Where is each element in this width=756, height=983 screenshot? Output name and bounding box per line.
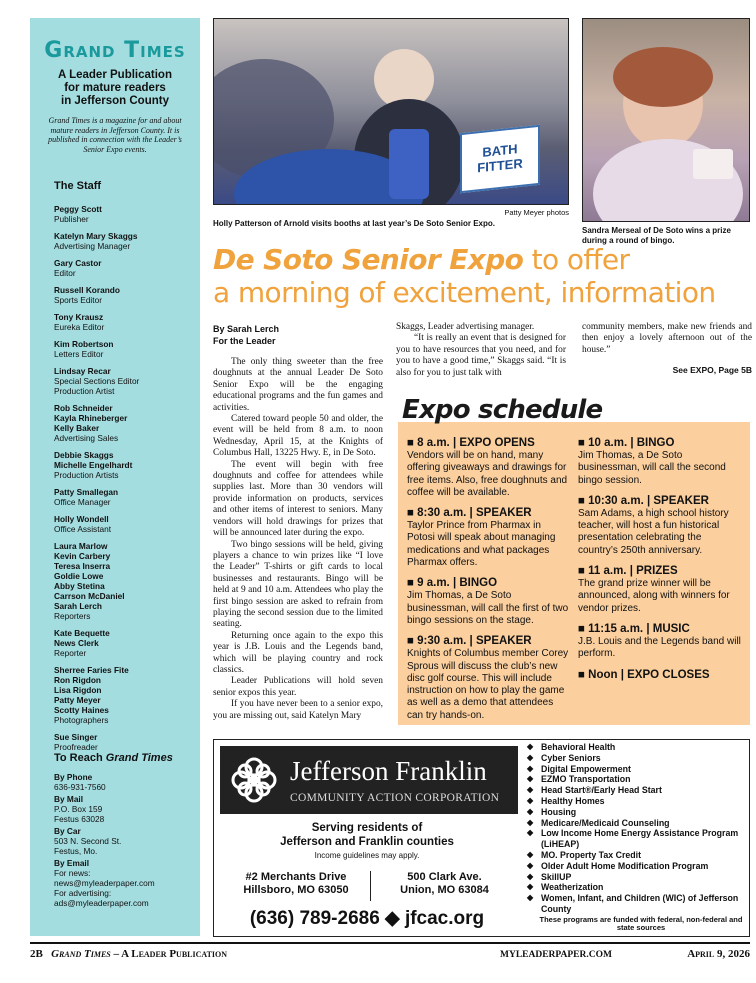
staff-name: Katelyn Mary Skaggs xyxy=(54,231,138,241)
staff-entry xyxy=(54,285,192,305)
schedule-item xyxy=(578,564,742,615)
schedule-time: ■ 8:30 a.m. | SPEAKER xyxy=(407,507,532,520)
schedule-time: ■ 9 a.m. | BINGO xyxy=(407,577,498,590)
service-item: ◆ Healthy Homes xyxy=(525,796,747,807)
schedule-time: ■ Noon | EXPO CLOSES xyxy=(578,668,710,681)
staff-entry xyxy=(54,541,192,621)
jfcac-advertisement xyxy=(213,739,750,937)
bingo-winner-photo xyxy=(582,18,750,222)
staff-entry xyxy=(54,231,192,251)
jump-line: See EXPO, Page 5B xyxy=(672,365,752,376)
staff-role: Publisher xyxy=(54,214,89,224)
staff-role: Reporter xyxy=(54,648,87,658)
staff-role: Letters Editor xyxy=(54,349,104,359)
schedule-item xyxy=(578,494,742,557)
staff-name: Patty Smallegan xyxy=(54,487,119,497)
reach-heading: To Reach Grand Times xyxy=(54,752,173,764)
footer-date: April 9, 2026 xyxy=(687,948,750,960)
staff-role: Editor xyxy=(54,268,76,278)
contact-value: news@myleaderpaper.com xyxy=(54,878,155,888)
staff-name: Debbie Skaggs xyxy=(54,450,114,460)
schedule-description: Jim Thomas, a De Soto businessman, will call the second bingo session. xyxy=(578,450,726,486)
funding-note: These programs are funded with federal, non-federal and state sources xyxy=(539,914,743,933)
jfcac-logo xyxy=(220,746,518,814)
photo-caption-left: Holly Patterson of Arnold visits booths at last year’s De Soto Senior Expo. xyxy=(213,219,495,228)
flower-logo-icon xyxy=(228,754,280,806)
article-paragraph: If you have never been to a senior expo, you are missing out, said Katelyn Mary xyxy=(213,699,383,721)
contact-value: Festus, Mo. xyxy=(54,846,98,856)
service-item: ◆ Women, Infant, and Children (WIC) of Jefferson County xyxy=(525,893,747,915)
staff-entry xyxy=(54,514,192,534)
staff-name: Peggy Scott xyxy=(54,204,102,214)
article-paragraph: Returning once again to the expo this year is J.B. Louis and the Legends band, which will be playing country and rock classics. xyxy=(213,630,383,675)
schedule-item xyxy=(407,506,571,569)
service-item: ◆ Housing xyxy=(525,807,747,818)
contact-value: P.O. Box 159 xyxy=(54,804,103,814)
schedule-time: ■ 10:30 a.m. | SPEAKER xyxy=(578,494,709,507)
staff-name: Abby Stetina xyxy=(54,581,105,591)
service-item: ◆ Head Start®/Early Head Start xyxy=(525,785,747,796)
staff-name: Goldie Lowe xyxy=(54,571,104,581)
staff-name: Sue Singer xyxy=(54,732,98,742)
staff-entry xyxy=(54,258,192,278)
schedule-description: Jim Thomas, a De Soto businessman, will call the first of two bingo sessions on the stage. xyxy=(407,590,569,626)
staff-role: Special Sections Editor Production Artist xyxy=(54,376,140,396)
service-item: ◆ Medicare/Medicaid Counseling xyxy=(525,818,747,829)
schedule-time: ■ 10 a.m. | BINGO xyxy=(578,437,675,449)
article-paragraph: Two bingo sessions will be held, giving players a chance to win prizes like “I love the Leader” T-shirts or gift cards to local businesses and restaurants. Bingo will be held at 9 and 10 a.m. Attendees who play the first bingo session are asked to refrain from playing the second session due to the limited seating. xyxy=(213,539,383,630)
article-column-2 xyxy=(396,322,566,379)
schedule-column-right xyxy=(578,436,742,689)
contact-value: Festus 63028 xyxy=(54,814,105,824)
footer-website: MYLEADERPAPER.COM xyxy=(500,950,612,960)
staff-entry xyxy=(54,204,192,224)
schedule-item xyxy=(407,634,571,722)
staff-name: Sherree Faries Fite xyxy=(54,665,129,675)
contact-line: (636) 789-2686 ◆ jfcac.org xyxy=(249,908,485,929)
schedule-time: ■ 11:15 a.m. | MUSIC xyxy=(578,622,690,635)
contact-label: By Email xyxy=(54,858,90,868)
article-column-3 xyxy=(582,322,752,377)
staff-name: Laura Marlow xyxy=(54,541,108,551)
staff-name: Gary Castor xyxy=(54,258,102,268)
staff-role: Production Artists xyxy=(54,470,119,480)
staff-entry xyxy=(54,450,192,480)
schedule-item xyxy=(578,668,742,682)
staff-name: Carrson McDaniel xyxy=(54,591,125,601)
staff-name: Kate Bequette xyxy=(54,628,110,638)
staff-name: Ron Rigdon xyxy=(54,675,102,685)
staff-name: Michelle Engelhardt xyxy=(54,460,133,470)
article-paragraph: Skaggs, Leader advertising manager. xyxy=(396,322,535,332)
staff-role: Proofreader xyxy=(54,742,98,752)
staff-role: Reporters xyxy=(54,611,91,621)
photo-caption-right: Sandra Merseal of De Soto wins a prize during a round of bingo. xyxy=(582,226,731,245)
schedule-time: ■ 11 a.m. | PRIZES xyxy=(578,565,678,578)
staff-entry xyxy=(54,665,192,725)
service-item: ◆ Behavioral Health xyxy=(525,742,747,753)
sidebar xyxy=(30,18,200,936)
article-paragraph: The event will begin with free doughnuts and coffee for attendees while supplies last. More than 30 vendors will provide information on products, services and other items of interest to seniors. Many vendors will hold drawings for prizes that will be announced later during the expo. xyxy=(213,459,383,539)
staff-name: Kevin Carbery xyxy=(54,551,111,561)
staff-list xyxy=(38,180,192,752)
service-item: ◆ Weatherization xyxy=(525,882,747,893)
schedule-item xyxy=(578,436,742,487)
service-item: ◆ SkillUP xyxy=(525,872,747,883)
staff-name: Rob Schneider xyxy=(54,403,113,413)
staff-entry xyxy=(54,339,192,359)
schedule-item xyxy=(578,622,742,661)
staff-name: Scotty Haines xyxy=(54,705,109,715)
schedule-time: ■ 9:30 a.m. | SPEAKER xyxy=(407,635,532,648)
staff-name: Russell Korando xyxy=(54,285,120,295)
address-hillsboro: #2 Merchants Drive Hillsboro, MO 63050 xyxy=(243,871,349,896)
staff-entry xyxy=(54,732,192,752)
service-item: ◆ Cyber Seniors xyxy=(525,753,747,764)
service-item: ◆ Digital Empowerment xyxy=(525,764,747,775)
article-paragraph: Leader Publications will hold seven senior expos this year. xyxy=(213,676,383,698)
staff-entry xyxy=(54,366,192,396)
service-item: ◆ MO. Property Tax Credit xyxy=(525,850,747,861)
article-paragraph: The only thing sweeter than the free doughnuts at the annual Leader De Soto Senior Expo will be the engaging educational programs and the fun games and activities. xyxy=(213,357,383,413)
staff-name: Kelly Baker xyxy=(54,423,100,433)
contact-value: ads@myleaderpaper.com xyxy=(54,898,149,908)
schedule-item xyxy=(407,436,571,499)
service-item: ◆ EZMO Transportation xyxy=(525,774,747,785)
contact-label: By Phone xyxy=(54,772,93,782)
staff-role: Sports Editor xyxy=(54,295,102,305)
schedule-description: Knights of Columbus member Corey Sprous will discuss the club’s new disc golf course. This will include instruction on how to play the game as well as a demo that attendees can try hands-on. xyxy=(407,648,569,721)
services-list xyxy=(525,742,747,933)
schedule-description: The grand prize winner will be announced, along with winners for vendor prizes. xyxy=(578,578,730,614)
staff-name: Sarah Lerch xyxy=(54,601,102,611)
masthead-blurb: Grand Times is a magazine for and about mature readers in Jefferson County. It is published in connection with the Leader’s Senior Expo events. xyxy=(48,116,182,154)
contact-value: 503 N. Second St. xyxy=(54,836,122,846)
jfcac-name: Jefferson Franklin xyxy=(290,756,487,786)
staff-role: Photographers xyxy=(54,715,109,725)
photo-credit: Patty Meyer photos xyxy=(504,208,569,217)
staff-name: Kim Robertson xyxy=(54,339,114,349)
schedule-description: Taylor Prince from Pharmax in Potosi will speak about managing medications and what packages Pharmax offers. xyxy=(407,520,556,569)
staff-role: Advertising Sales xyxy=(54,433,119,443)
staff-entry xyxy=(54,628,192,658)
contact-value: 636-931-7560 xyxy=(54,782,106,792)
staff-name: Tony Krausz xyxy=(54,312,104,322)
schedule-description: Sam Adams, a high school history teacher, will host a fun historical presentation celebrating the country’s 250th anniversary. xyxy=(578,507,729,556)
contact-info xyxy=(54,752,194,908)
tagline: A Leader Publication for mature readers in Jefferson County xyxy=(58,69,172,107)
service-item: ◆ Older Adult Home Modification Program xyxy=(525,861,747,872)
byline: By Sarah Lerch For the Leader xyxy=(213,324,280,346)
article-paragraph: community members, make new friends and then enjoy a lovely afternoon out of the house.” xyxy=(582,322,752,355)
staff-role: Office Manager xyxy=(54,497,111,507)
contact-value: For news: xyxy=(54,868,91,878)
staff-name: Patty Meyer xyxy=(54,695,101,705)
staff-name: Holly Wondell xyxy=(54,514,109,524)
staff-heading: The Staff xyxy=(54,180,102,192)
service-item: ◆ Low Income Home Energy Assistance Program (LiHEAP) xyxy=(525,828,747,850)
staff-entry xyxy=(54,487,192,507)
income-note: Income guidelines may apply. xyxy=(314,851,420,860)
staff-name: Kayla Rhineberger xyxy=(54,413,128,423)
footer-rule xyxy=(30,942,750,944)
staff-entry xyxy=(54,403,192,443)
footer-folio: 2B Grand Times – A Leader Publication xyxy=(30,948,228,960)
article-column-1 xyxy=(213,357,383,722)
staff-name: Lisa Rigdon xyxy=(54,685,102,695)
staff-name: Teresa Inserra xyxy=(54,561,111,571)
schedule-title: Expo schedule xyxy=(402,395,603,425)
jfcac-subtitle: COMMUNITY ACTION CORPORATION xyxy=(290,792,500,804)
contact-label: By Mail xyxy=(54,794,84,804)
headline: De Soto Senior Expo to offer a morning of excitement, information xyxy=(213,243,716,309)
masthead-logo: Grand Times xyxy=(44,38,186,63)
booth-banner: BATH FITTER xyxy=(460,125,540,193)
staff-name: Lindsay Recar xyxy=(54,366,111,376)
article-paragraph: “It is really an event that is designed for you to have resources that you need, and for you to have a good time,” Skaggs said. “It is also for you to just talk with xyxy=(396,333,566,378)
article-paragraph: Catered toward people 50 and older, the event will be held from 8 a.m. to noon Wednesday, April 15, at the Knights of Columbus Hall, 13225 Hwy. E, in De Soto. xyxy=(213,414,383,459)
contact-value: For advertising: xyxy=(54,888,112,898)
address-union: 500 Clark Ave. Union, MO 63084 xyxy=(370,871,518,901)
schedule-column-left xyxy=(407,436,571,729)
schedule-description: J.B. Louis and the Legends band will perform. xyxy=(578,635,741,660)
expo-booth-photo xyxy=(213,18,569,205)
schedule-description: Vendors will be on hand, many offering giveaways and drawings for free items. Also, free doughnuts and coffee will be available. xyxy=(407,450,568,498)
staff-role: Eureka Editor xyxy=(54,322,105,332)
schedule-item xyxy=(407,576,571,627)
staff-role: Office Assistant xyxy=(54,524,112,534)
staff-role: Advertising Manager xyxy=(54,241,131,251)
staff-entry xyxy=(54,312,192,332)
service-area: Serving residents of Jefferson and Franklin counties xyxy=(280,822,454,848)
schedule-time: ■ 8 a.m. | EXPO OPENS xyxy=(407,437,535,449)
staff-name: News Clerk xyxy=(54,638,99,648)
contact-label: By Car xyxy=(54,826,81,836)
